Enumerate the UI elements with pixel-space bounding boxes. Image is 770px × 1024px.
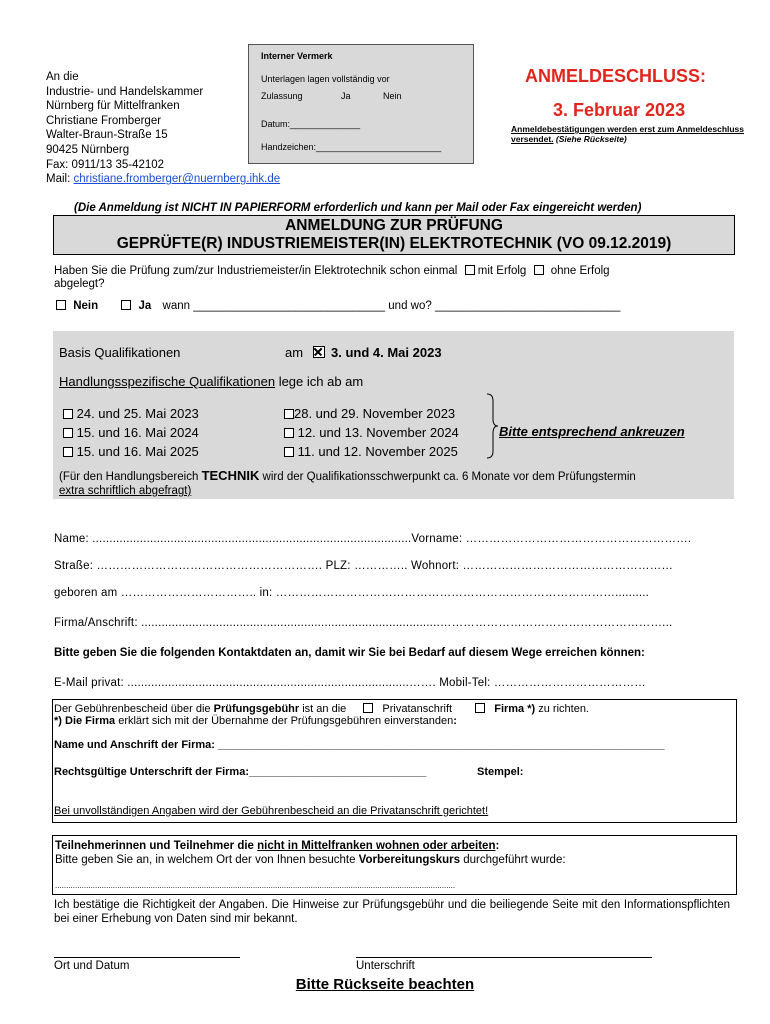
hsq-line (59, 374, 363, 389)
basis-checkbox[interactable] (313, 346, 325, 358)
recipient-address (46, 70, 280, 187)
hsq-date-option (284, 423, 459, 442)
basis-label: Basis Qualifikationen (59, 345, 181, 360)
fee-l1b: Prüfungsgebühr (213, 703, 300, 715)
hsq-date: 24. und 25. Mai 2023 (76, 406, 199, 421)
company-field-row[interactable]: Firma/Anschrift: ........................................................................................…………………………………………………... (54, 617, 673, 629)
mit-erfolg-checkbox[interactable] (465, 265, 475, 275)
hsq-date-option (63, 404, 199, 423)
brace-icon (485, 393, 499, 459)
outside-l2a: Bitte geben Sie an, in welchem Ort der von Ihnen besuchte (55, 854, 359, 866)
outside-l2b: Vorbereitungskurs (358, 854, 461, 866)
deadline-title: ANMELDESCHLUSS: (525, 66, 707, 86)
address-line: Walter-Braun-Straße 15 (46, 129, 168, 142)
ohne-erfolg-label: ohne Erfolg (550, 265, 610, 277)
fee-footer-note: Bei unvollständigen Angaben wird der Gebührenbescheid an die Privatanschrift gerichtet! (54, 805, 489, 817)
signature-label: Unterschrift (356, 960, 415, 972)
deadline-date: 3. Februar 2023 (553, 100, 686, 120)
address-line: Nürnberg für Mittelfranken (46, 100, 180, 113)
address-line: An die (46, 71, 79, 83)
internal-handzeichen: Handzeichen:_________________________ (261, 142, 442, 152)
course-location-field[interactable]: .................................................................................................................................................................................... (55, 881, 456, 890)
privatanschrift-label: Privatanschrift (382, 703, 453, 715)
address-line: Christiane Fromberger (46, 114, 162, 127)
question-continuation: abgelegt? (54, 278, 105, 290)
internal-zulassung: Zulassung (261, 91, 303, 101)
back-page-notice: Bitte Rückseite beachten (295, 976, 475, 993)
basis-date: 3. und 4. Mai 2023 (331, 345, 442, 360)
hsq-checkbox[interactable] (284, 428, 294, 438)
address-mail-line (46, 172, 280, 187)
outside-t1: Teilnehmerinnen und Teilnehmer die (55, 840, 258, 852)
hsq-label: Handlungsspezifische Qualifikationen (59, 374, 276, 389)
email-link[interactable]: christiane.fromberger@nuernberg.ihk.de (73, 173, 281, 186)
contact-instruction: Bitte geben Sie die folgenden Kontaktdaten an, damit wir Sie bei Bedarf auf diesem Wege erreichen können: (54, 647, 645, 659)
basis-am: am (285, 345, 304, 360)
internal-memo-line: Unterlagen lagen vollständig vor (261, 74, 390, 84)
address-field-row[interactable]: Straße: …………………………………………………. PLZ: ………….. Wohnort: ……………………………………………… (54, 560, 674, 572)
footnote-technik: TECHNIK (201, 468, 260, 483)
deadline-note (511, 124, 747, 144)
internal-nein: Nein (383, 91, 402, 101)
hsq-dates-col2 (284, 404, 459, 461)
footnote-a: (Für den Handlungsbereich (59, 471, 202, 483)
hsq-date-option (63, 423, 199, 442)
fee-line1 (54, 703, 589, 715)
confirmation-text: Ich bestätige die Richtigkeit der Angaben. Die Hinweise zur Prüfungsgebühr und die beiliegende Seite mit den Informationspflichten bei einer Erhebung von Daten sind mir bekannt. (54, 899, 730, 925)
place-date-line[interactable] (54, 957, 240, 958)
hsq-checkbox[interactable] (63, 428, 73, 438)
hsq-checkbox[interactable] (63, 447, 73, 457)
form-heading-line2: GEPRÜFTE(R) INDUSTRIEMEISTER(IN) ELEKTROTECHNIK (VO 09.12.2019) (116, 235, 672, 252)
internal-ja: Ja (341, 91, 351, 101)
fee-l2b: erklärt sich mit der Übernahme der Prüfungsgebühren einverstanden (115, 715, 454, 727)
name-field-row[interactable]: Name: ..............................................................................................Vorname: …………………………………………………. (54, 533, 692, 545)
internal-datum: Datum:______________ (261, 119, 361, 129)
address-line: 90425 Nürnberg (46, 143, 130, 156)
firma-checkbox[interactable] (475, 703, 485, 713)
outside-t2: nicht in Mittelfranken wohnen oder arbeiten (257, 840, 496, 852)
hsq-date-option (284, 404, 459, 423)
hsq-date: 28. und 29. November 2023 (294, 406, 456, 421)
previous-exam-answer (56, 300, 620, 312)
hsq-date: 11. und 12. November 2025 (297, 444, 458, 459)
outside-region-box (52, 835, 737, 895)
outside-question (55, 854, 566, 866)
address-line: Fax: 0911/13 35-42102 (46, 158, 165, 171)
hsq-checkbox[interactable] (284, 447, 294, 457)
mail-label: Mail: (46, 173, 74, 186)
internal-memo-box (248, 44, 474, 164)
hsq-date: 15. und 16. Mai 2024 (76, 425, 199, 440)
ja-label: Ja (138, 300, 152, 312)
hsq-date: 12. und 13. November 2024 (297, 425, 459, 440)
company-signature-field[interactable]: Rechtsgültige Unterschrift der Firma:_____________________________ (54, 766, 427, 778)
place-date-label: Ort und Datum (54, 960, 130, 972)
hsq-dates-col1 (63, 404, 199, 461)
form-heading-box (53, 215, 735, 255)
fee-richten: zu richten. (535, 703, 589, 715)
wann-wo-field[interactable]: wann ______________________________ und wo? _____________________________ (162, 300, 621, 312)
hsq-checkbox[interactable] (63, 409, 73, 419)
nein-checkbox[interactable] (56, 300, 66, 310)
qualifications-box (53, 331, 734, 499)
footnote-d: extra schriftlich abgefragt) (59, 485, 192, 497)
fee-box (52, 699, 737, 823)
ohne-erfolg-checkbox[interactable] (534, 265, 544, 275)
ja-checkbox[interactable] (121, 300, 131, 310)
hsq-rest: lege ich ab am (275, 374, 364, 389)
fee-l2a: *) Die Firma (54, 715, 116, 727)
fee-l2c: : (453, 715, 457, 727)
outside-title (55, 840, 499, 852)
nein-label: Nein (73, 300, 99, 312)
previous-exam-question (54, 264, 610, 278)
internal-memo-title: Interner Vermerk (261, 51, 333, 61)
stamp-label: Stempel: (477, 766, 524, 778)
mit-erfolg-label: mit Erfolg (477, 265, 527, 277)
signature-line[interactable] (356, 957, 652, 958)
hsq-date: 15. und 16. Mai 2025 (76, 444, 199, 459)
privatanschrift-checkbox[interactable] (363, 703, 373, 713)
hsq-checkbox[interactable] (284, 409, 294, 419)
select-hint: Bitte entsprechend ankreuzen (499, 424, 685, 439)
company-name-field[interactable]: Name und Anschrift der Firma: _________________________________________________________________________ (54, 739, 665, 751)
question-text: Haben Sie die Prüfung zum/zur Industriemeister/in Elektrotechnik schon einmal (54, 265, 458, 277)
form-heading-line1: ANMELDUNG ZUR PRÜFUNG (285, 217, 503, 234)
hsq-date-option (63, 442, 199, 461)
deadline-note-ref: (Siehe Rückseite) (553, 134, 627, 144)
fee-line2 (54, 715, 457, 727)
outside-l2c: durchgeführt wurde: (460, 854, 566, 866)
address-line: Industrie- und Handelskammer (46, 85, 204, 98)
birth-field-row[interactable]: geboren am …………………………….. in: …………………………………………………………………………….......... (54, 587, 650, 599)
qualifications-footnote (59, 469, 636, 498)
fee-l1a: Der Gebührenbescheid über die (54, 703, 214, 715)
hsq-date-option (284, 442, 459, 461)
fee-l1c: ist an die (299, 703, 347, 715)
outside-t3: : (495, 840, 500, 852)
footnote-c: wird der Qualifikationsschwerpunkt ca. 6 Monate vor dem Prüfungstermin (259, 471, 636, 483)
submission-notice: (Die Anmeldung ist NICHT IN PAPIERFORM erforderlich und kann per Mail oder Fax eingereicht werden) (74, 202, 642, 214)
firma-label: Firma *) (494, 703, 536, 715)
contact-field-row[interactable]: E-Mail privat: ...................................................................................……. Mobil-Tel: ………………………………… (54, 677, 646, 689)
deadline-note-text: Anmeldebestätigungen werden erst zum Anmeldeschluss versendet. (511, 124, 745, 144)
